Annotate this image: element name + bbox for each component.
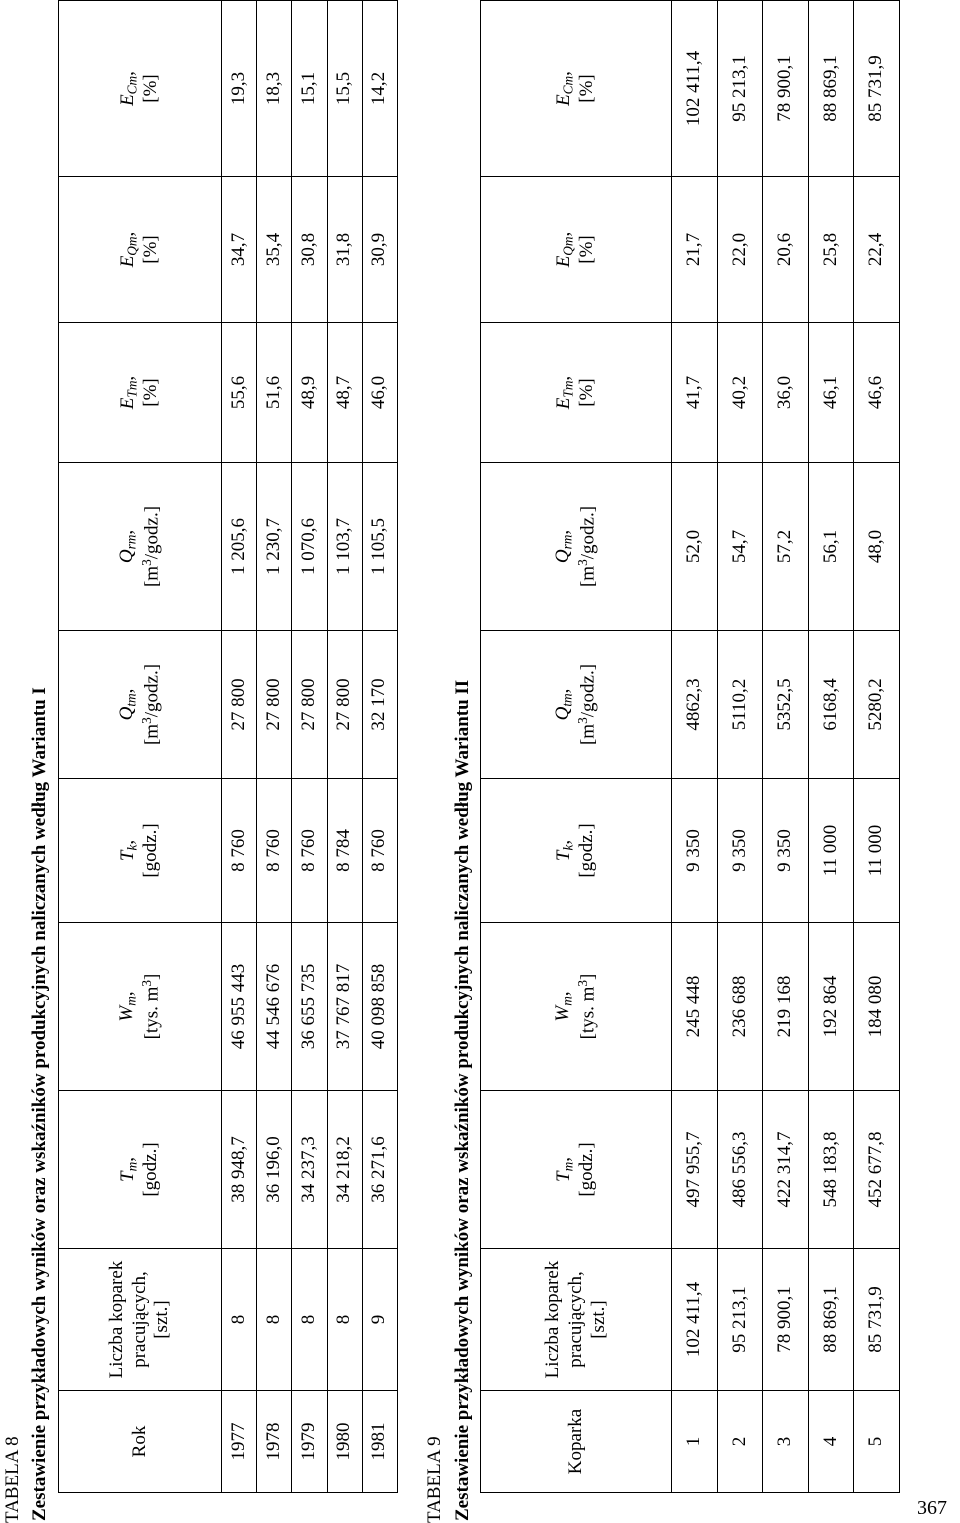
table8-header-row: [59, 1, 222, 1493]
table-cell: 5110,2: [717, 631, 763, 779]
table-cell: 36 655 735: [292, 923, 327, 1091]
table-cell: 30,9: [362, 177, 397, 323]
table-cell: 5352,5: [763, 631, 809, 779]
table-cell: 44 546 676: [257, 923, 292, 1091]
header-tm: $T_m$, [godz.]: [59, 1091, 222, 1249]
table-cell: 11 000: [808, 779, 854, 923]
table-cell: 46 955 443: [221, 923, 256, 1091]
table-cell: 31,8: [327, 177, 362, 323]
table-cell: 25,8: [808, 177, 854, 323]
table-cell: 88 869,1: [808, 1, 854, 177]
table-cell: 184 080: [854, 923, 900, 1091]
table-cell: 15,5: [327, 1, 362, 177]
header-wm: $W_m$, [tys. $m^3$]: [481, 923, 672, 1091]
table-cell: 46,6: [854, 323, 900, 463]
table-cell: 27 800: [221, 631, 256, 779]
table-cell: 57,2: [763, 463, 809, 631]
table-cell: 38 948,7: [221, 1091, 256, 1249]
table-cell: 48,0: [854, 463, 900, 631]
table-cell: 46,1: [808, 323, 854, 463]
table-cell: 27 800: [292, 631, 327, 779]
table-cell: 95 213,1: [717, 1, 763, 177]
header-qrm: $Q_{rm}$, $[m^3/godz.]$: [481, 463, 672, 631]
table-cell: 95 213,1: [717, 1249, 763, 1391]
table-row: [221, 1, 256, 1493]
table-cell: 8 760: [292, 779, 327, 923]
table-cell: 8 760: [221, 779, 256, 923]
table-row: [854, 1, 900, 1493]
table-cell: 1 105,5: [362, 463, 397, 631]
header-tk: $T_k$, [godz.]: [59, 779, 222, 923]
table-cell: 9 350: [717, 779, 763, 923]
table-cell: 34,7: [221, 177, 256, 323]
table-cell: 21,7: [672, 177, 718, 323]
page-number: 367: [917, 1497, 947, 1519]
table-cell: 51,6: [257, 323, 292, 463]
table9-title: Zestawienie przykładowych wyników oraz wskaźników produkcyjnych naliczanych według Wariantu II: [452, 679, 473, 1521]
table-cell: 8 760: [257, 779, 292, 923]
header-tk: $T_k$, [godz.]: [481, 779, 672, 923]
table9: [480, 0, 900, 1493]
table8-label: TABELA 8: [2, 1436, 23, 1523]
table-cell: 102 411,4: [672, 1249, 718, 1391]
table-cell: 55,6: [221, 323, 256, 463]
table-cell: 1981: [362, 1391, 397, 1493]
table-cell: 6168,4: [808, 631, 854, 779]
table-cell: 22,4: [854, 177, 900, 323]
table-cell: 548 183,8: [808, 1091, 854, 1249]
table-cell: 486 556,3: [717, 1091, 763, 1249]
table-cell: 36 196,0: [257, 1091, 292, 1249]
header-qtm: $Q_{tm}$, $[m^3/godz.]$: [59, 631, 222, 779]
header-eqm: $E_{Qm}$, [%]: [481, 177, 672, 323]
table-cell: 40 098 858: [362, 923, 397, 1091]
table-cell: 85 731,9: [854, 1249, 900, 1391]
table-cell: 36 271,6: [362, 1091, 397, 1249]
table-cell: 30,8: [292, 177, 327, 323]
table-cell: 8: [292, 1249, 327, 1391]
header-eqm: $E_{Qm}$, [%]: [59, 177, 222, 323]
table-cell: 35,4: [257, 177, 292, 323]
table-cell: 1980: [327, 1391, 362, 1493]
table-cell: 8: [257, 1249, 292, 1391]
header-qrm: $Q_{rm}$, $[m^3/godz.]$: [59, 463, 222, 631]
table-cell: 422 314,7: [763, 1091, 809, 1249]
table-cell: 34 218,2: [327, 1091, 362, 1249]
table-cell: 11 000: [854, 779, 900, 923]
table-cell: 40,2: [717, 323, 763, 463]
header-liczba-koparek: Liczba koparek pracujących, [szt.]: [59, 1249, 222, 1391]
table-cell: 32 170: [362, 631, 397, 779]
table-cell: 27 800: [257, 631, 292, 779]
table-cell: 54,7: [717, 463, 763, 631]
table-row: [257, 1, 292, 1493]
table-cell: 34 237,3: [292, 1091, 327, 1249]
table-cell: 8: [221, 1249, 256, 1391]
table-cell: 41,7: [672, 323, 718, 463]
table-cell: 1978: [257, 1391, 292, 1493]
header-ecm: $E_{Cm}$, [%]: [59, 1, 222, 177]
table-cell: 4: [808, 1391, 854, 1493]
table-cell: 245 448: [672, 923, 718, 1091]
table-cell: 88 869,1: [808, 1249, 854, 1391]
table-cell: 56,1: [808, 463, 854, 631]
table-cell: 27 800: [327, 631, 362, 779]
table-cell: 8 760: [362, 779, 397, 923]
table8-title: Zestawienie przykładowych wyników oraz wskaźników produkcyjnych naliczanych według Wariantu I: [29, 687, 50, 1521]
table-cell: 36,0: [763, 323, 809, 463]
table9-label: TABELA 9: [424, 1436, 445, 1523]
table-cell: 452 677,8: [854, 1091, 900, 1249]
table-cell: 236 688: [717, 923, 763, 1091]
table-cell: 8 784: [327, 779, 362, 923]
table-cell: 9 350: [672, 779, 718, 923]
table-cell: 18,3: [257, 1, 292, 177]
table-cell: 497 955,7: [672, 1091, 718, 1249]
table-cell: 9: [362, 1249, 397, 1391]
header-wm: $W_m$, [tys. $m^3$]: [59, 923, 222, 1091]
table-cell: 1979: [292, 1391, 327, 1493]
table-cell: 19,3: [221, 1, 256, 177]
table-cell: 102 411,4: [672, 1, 718, 177]
table-cell: 4862,3: [672, 631, 718, 779]
table-cell: 5: [854, 1391, 900, 1493]
table-cell: 1 070,6: [292, 463, 327, 631]
table-row: [717, 1, 763, 1493]
header-etm: $E_{Tm}$, [%]: [481, 323, 672, 463]
table-cell: 1 103,7: [327, 463, 362, 631]
table-cell: 78 900,1: [763, 1, 809, 177]
table-cell: 52,0: [672, 463, 718, 631]
table-cell: 48,7: [327, 323, 362, 463]
header-etm: $E_{Tm}$, [%]: [59, 323, 222, 463]
header-tm: $T_m$, [godz.]: [481, 1091, 672, 1249]
table-row: [362, 1, 397, 1493]
table-row: [808, 1, 854, 1493]
table-row: [763, 1, 809, 1493]
table-cell: 15,1: [292, 1, 327, 177]
table-cell: 22,0: [717, 177, 763, 323]
table-cell: 8: [327, 1249, 362, 1391]
table-cell: 2: [717, 1391, 763, 1493]
table-cell: 14,2: [362, 1, 397, 177]
table9-header-row: [481, 1, 672, 1493]
table-cell: 1977: [221, 1391, 256, 1493]
header-liczba-koparek: Liczba koparek pracujących, [szt.]: [481, 1249, 672, 1391]
table8: [58, 0, 398, 1493]
header-rok: Rok: [59, 1391, 222, 1493]
table-row: [327, 1, 362, 1493]
table-cell: 85 731,9: [854, 1, 900, 177]
table-cell: 5280,2: [854, 631, 900, 779]
header-qtm: $Q_{tm}$, $[m^3/godz.]$: [481, 631, 672, 779]
table-cell: 3: [763, 1391, 809, 1493]
table-cell: 1: [672, 1391, 718, 1493]
table-cell: 48,9: [292, 323, 327, 463]
header-koparka: Koparka: [481, 1391, 672, 1493]
table-cell: 9 350: [763, 779, 809, 923]
table-cell: 37 767 817: [327, 923, 362, 1091]
table-cell: 1 230,7: [257, 463, 292, 631]
table-cell: 78 900,1: [763, 1249, 809, 1391]
table-row: [672, 1, 718, 1493]
table-cell: 219 168: [763, 923, 809, 1091]
table-cell: 20,6: [763, 177, 809, 323]
header-ecm: $E_{Cm}$, [%]: [481, 1, 672, 177]
table-cell: 192 864: [808, 923, 854, 1091]
table-cell: 46,0: [362, 323, 397, 463]
table-cell: 1 205,6: [221, 463, 256, 631]
table-row: [292, 1, 327, 1493]
